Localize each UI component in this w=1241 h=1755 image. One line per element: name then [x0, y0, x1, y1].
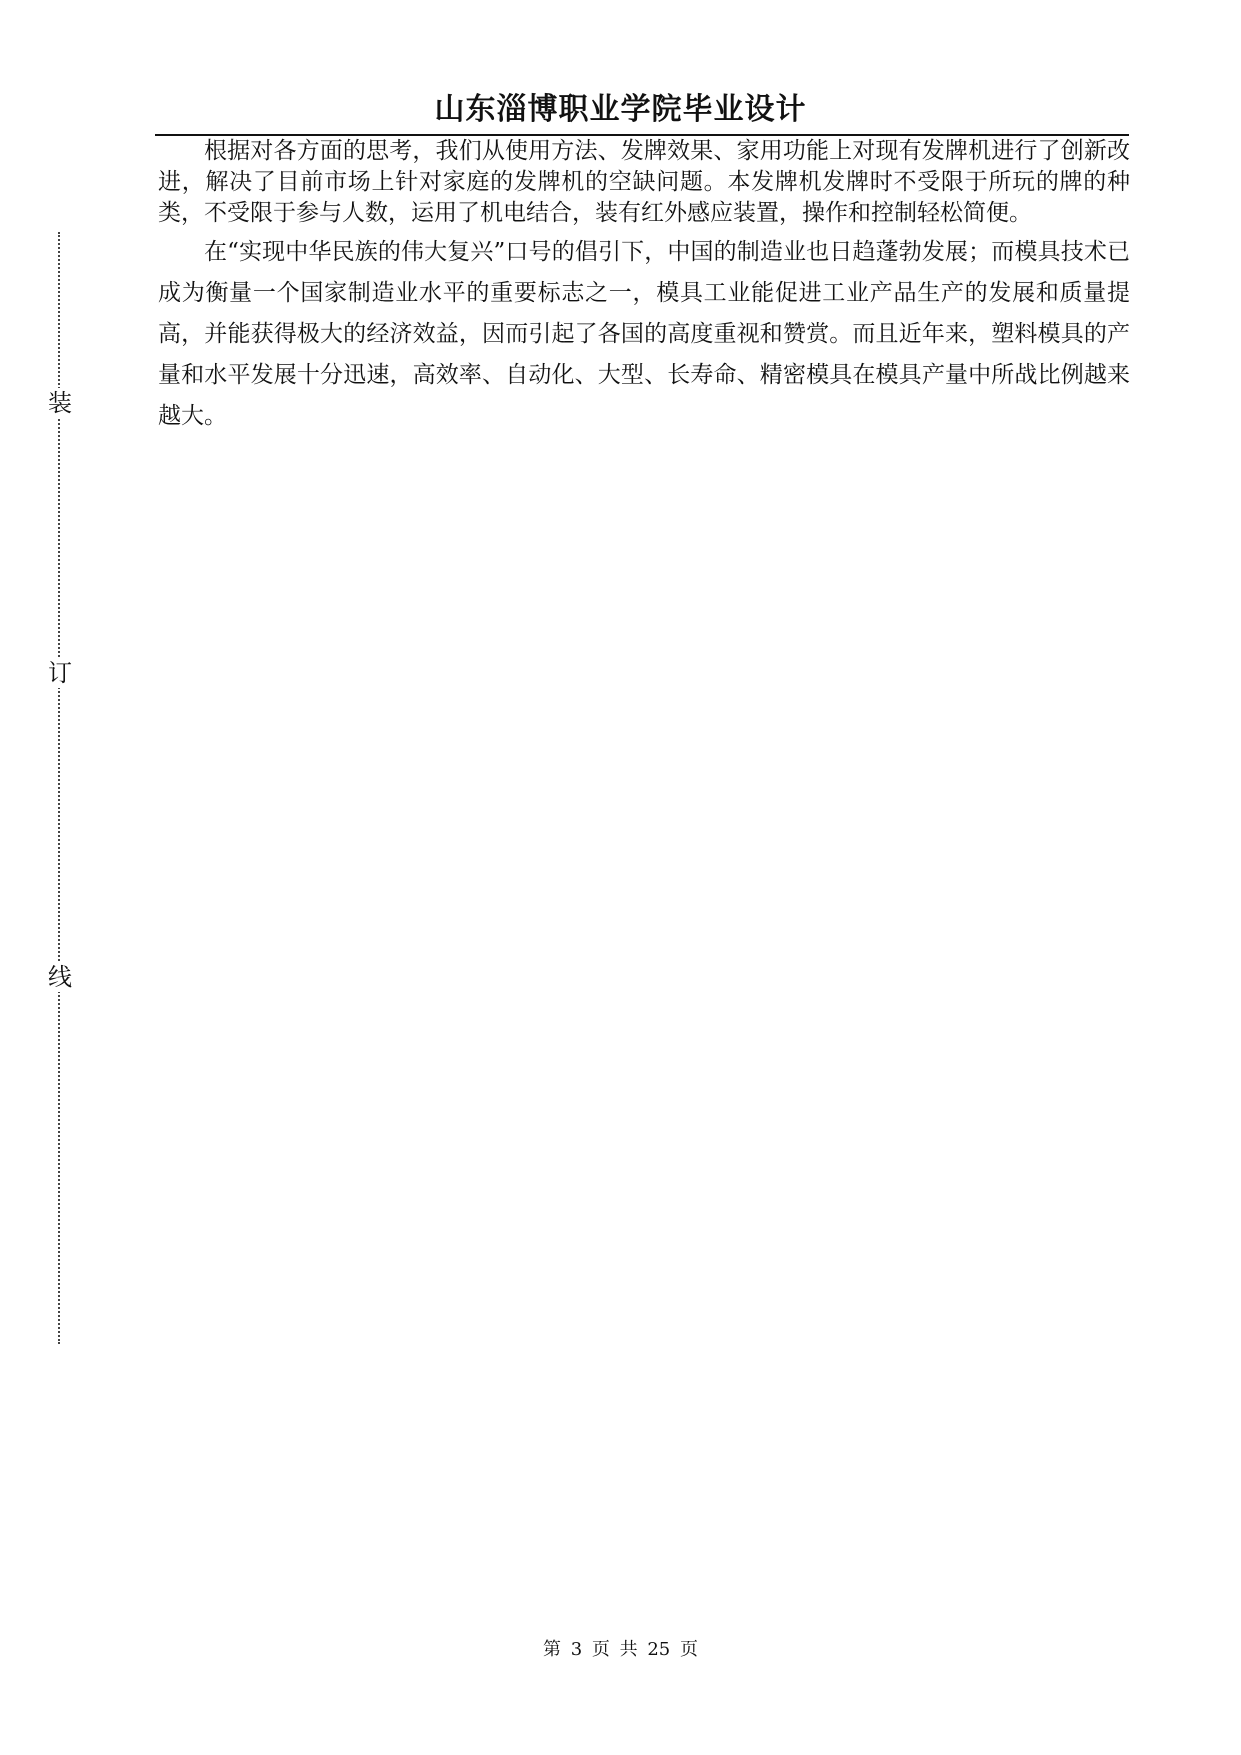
page-header-title: 山东淄博职业学院毕业设计 [434, 92, 807, 127]
body-paragraph-2: 在“实现中华民族的伟大复兴”口号的倡引下，中国的制造业也日趋蓬勃发展；而模具技术已成为衡量一个国家制造业水平的重要标志之一，模具工业能促进工业产品生产的发展和质量提高，并能获得极大的经济效益，因而引起了各国的高度重视和赞赏。而且近年来，塑料模具的产量和水平发展十分迅速，高效率、自动化、大型、长寿命、精密模具在模具产量中所战比例越来越大。 [158, 239, 1130, 429]
binding-char-ding: 订 [44, 658, 76, 688]
binding-char-xian: 线 [44, 962, 76, 992]
binding-char-zhuang: 装 [44, 388, 76, 418]
body-paragraph-1: 根据对各方面的思考，我们从使用方法、发牌效果、家用功能上对现有发牌机进行了创新改进，解决了目前市场上针对家庭的发牌机的空缺问题。本发牌机发牌时不受限于所玩的牌的种类，不受限于参与人数，运用了机电结合，装有红外感应装置，操作和控制轻松简便。 [158, 138, 1130, 226]
body-text [158, 136, 1130, 437]
page-number-footer: 第 3 页 共 25 页 [543, 1639, 698, 1660]
